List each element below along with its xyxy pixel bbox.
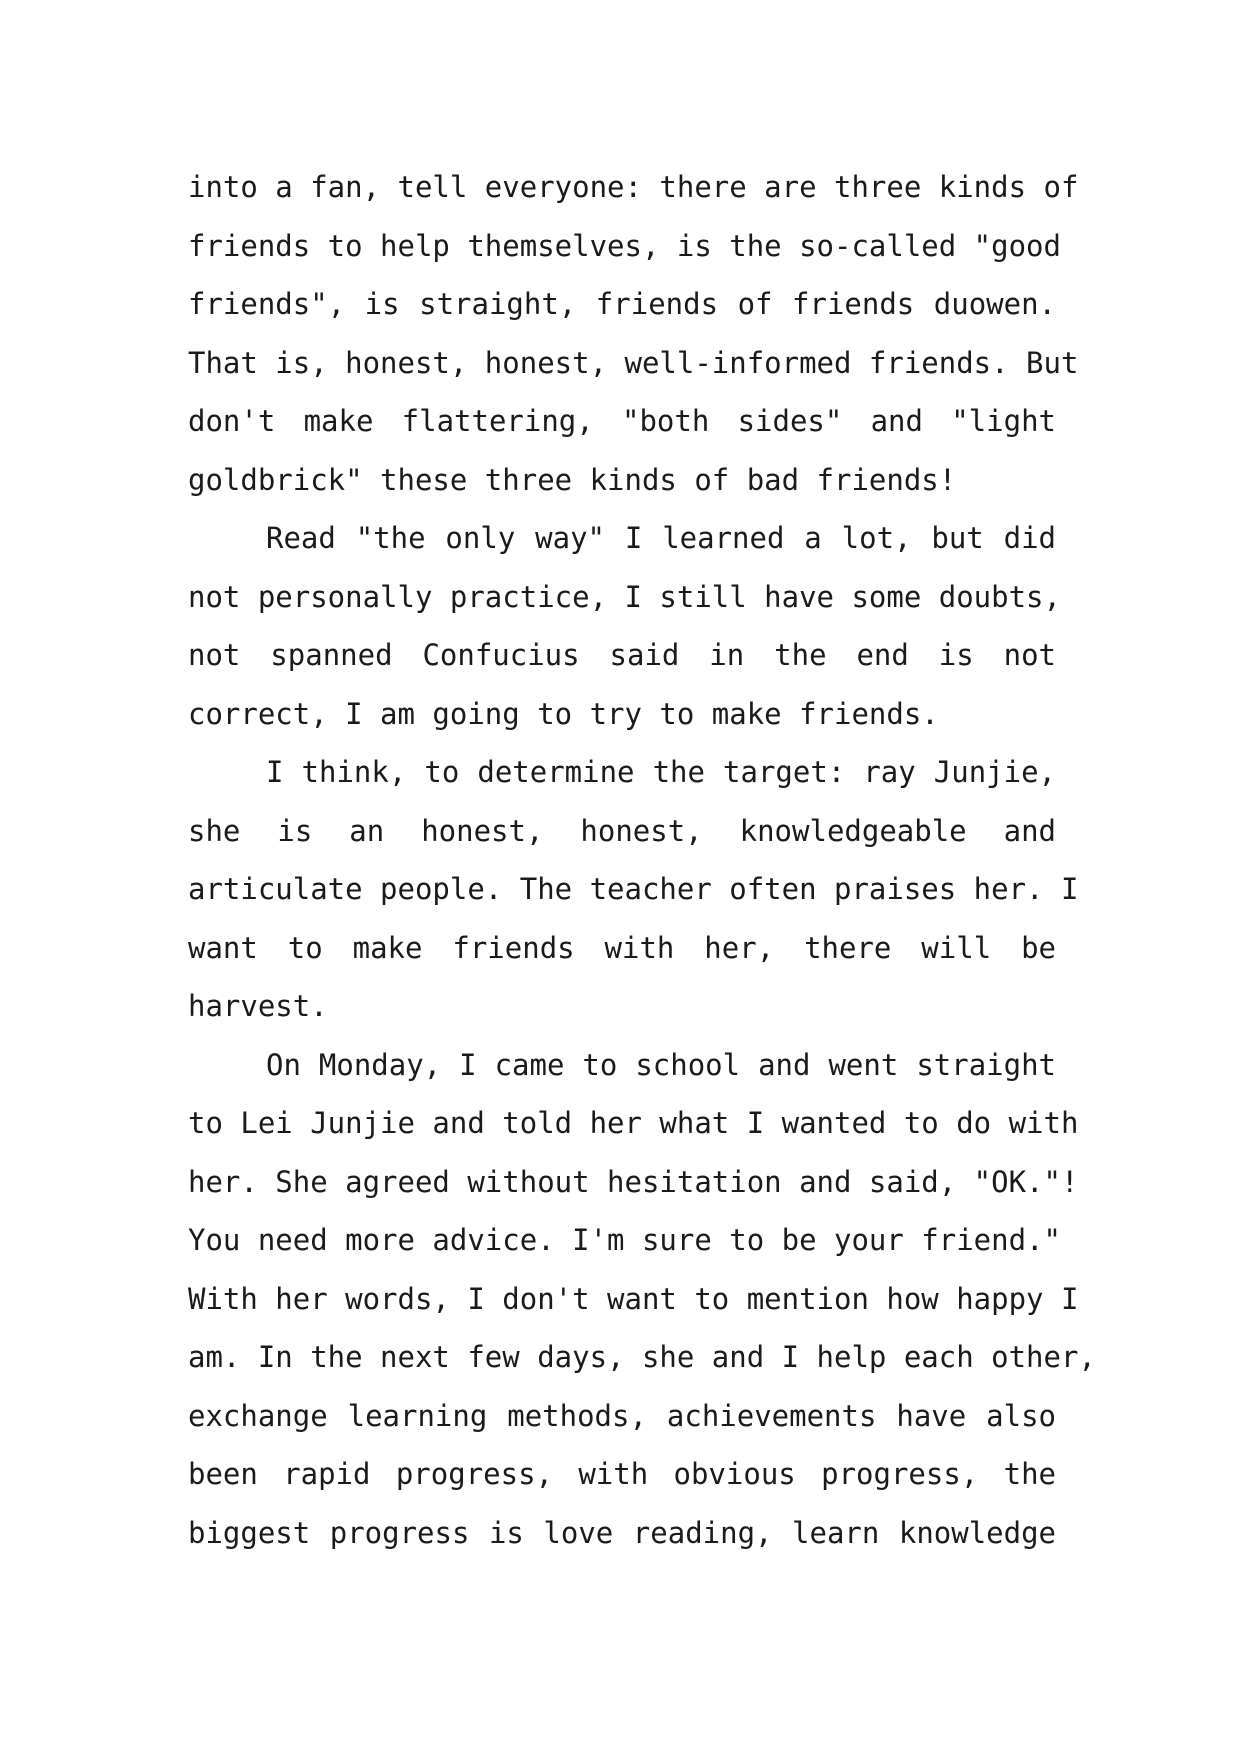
text-line: goldbrick" these three kinds of bad friends! — [188, 462, 957, 497]
text-line: been rapid progress, with obvious progress, the — [188, 1457, 1056, 1491]
text-line: don't make flattering, "both sides" and "light — [188, 404, 1056, 438]
text-line: want to make friends with her, there will be — [188, 930, 1056, 965]
text-line: Read "the only way" I learned a lot, but did — [266, 521, 1056, 555]
text-line: You need more advice. I'm sure to be your friend." — [188, 1223, 1061, 1257]
text-line: harvest. — [188, 989, 328, 1023]
text-line: friends to help themselves, is the so-called "good — [188, 228, 1061, 263]
text-line: am. In the next few days, she and I help each other, — [188, 1340, 1096, 1374]
text-line: not spanned Confucius said in the end is not — [188, 638, 1056, 672]
text-line: On Monday, I came to school and went straight — [266, 1047, 1056, 1082]
text-line: friends", is straight, friends of friends duowen. — [188, 287, 1056, 321]
text-line: With her words, I don't want to mention how happy I — [188, 1281, 1079, 1316]
text-line: That is, honest, honest, well-informed friends. But — [188, 345, 1079, 380]
text-line: into a fan, tell everyone: there are three kinds of — [188, 170, 1079, 204]
text-line: she is an honest, honest, knowledgeable and — [188, 813, 1056, 848]
body-text — [188, 158, 1096, 1562]
text-line: I think, to determine the target: ray Junjie, — [266, 755, 1056, 789]
text-line: to Lei Junjie and told her what I wanted to do with — [188, 1106, 1079, 1140]
text-line: articulate people. The teacher often praises her. I — [188, 872, 1079, 906]
text-line: exchange learning methods, achievements have also — [188, 1398, 1056, 1433]
text-line: her. She agreed without hesitation and said, "OK."! — [188, 1164, 1079, 1199]
text-line: biggest progress is love reading, learn knowledge — [188, 1515, 1056, 1550]
text-line: correct, I am going to try to make friends. — [188, 696, 939, 731]
text-line: not personally practice, I still have some doubts, — [188, 579, 1061, 614]
